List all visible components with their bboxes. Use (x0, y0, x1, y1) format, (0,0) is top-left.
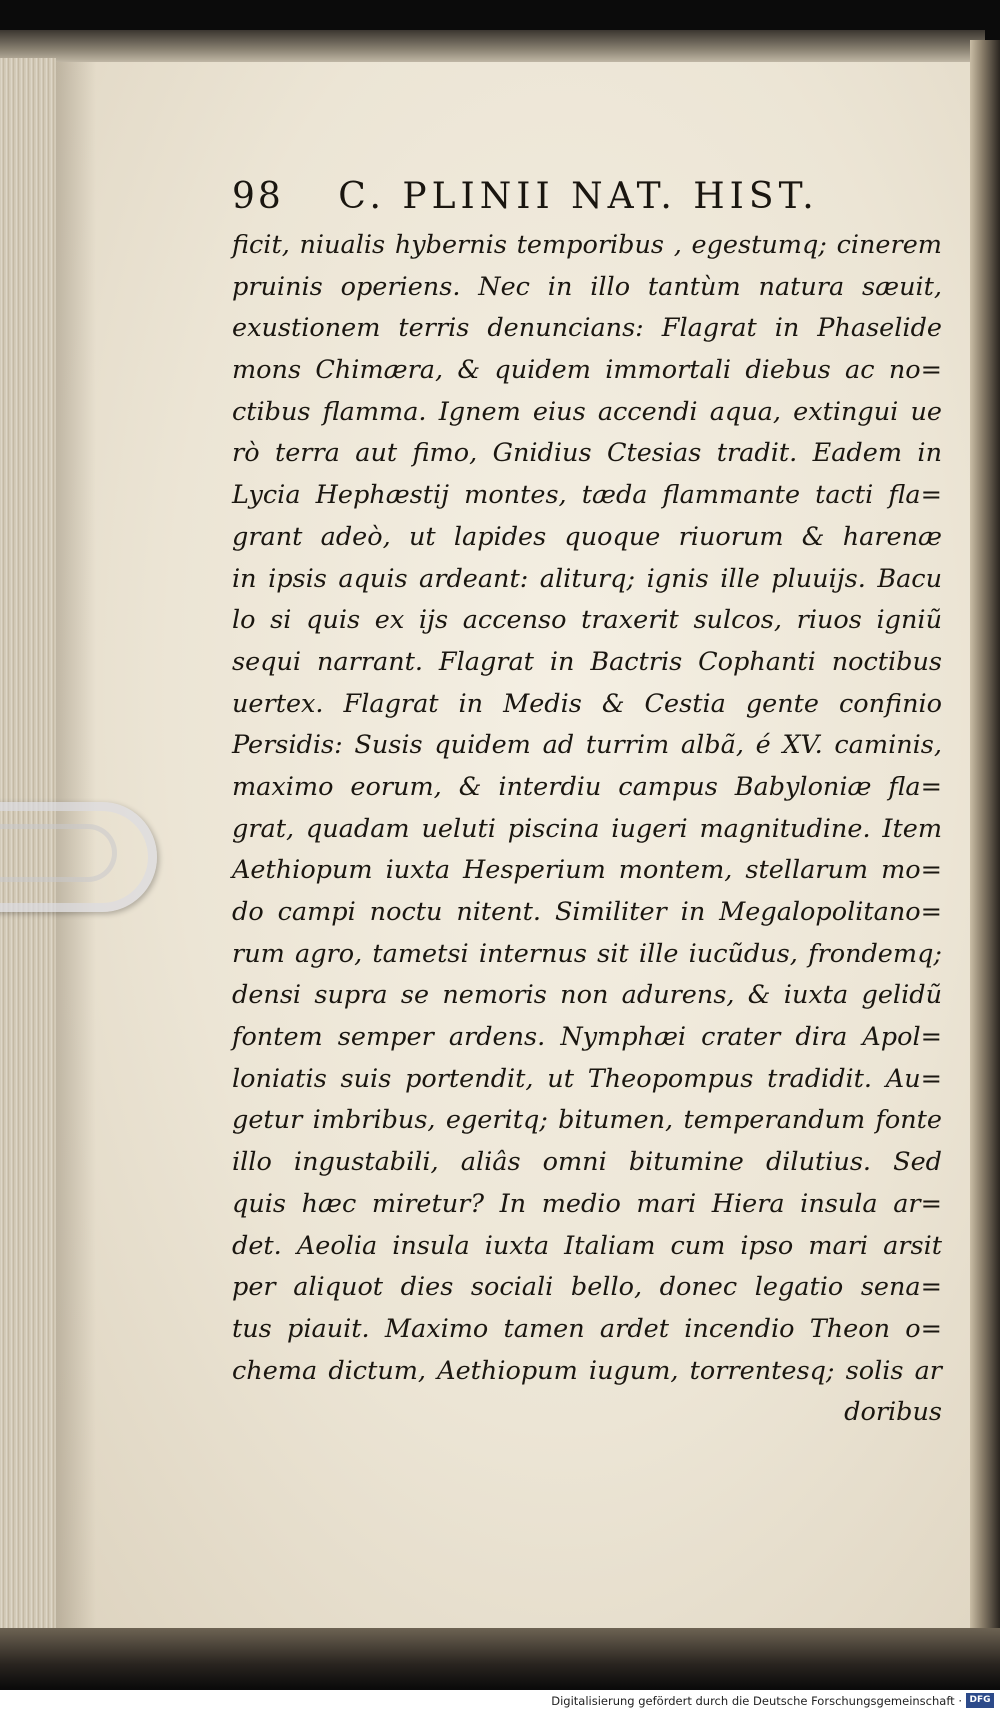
text-line: Aethiopum iuxta Hesperium montem, stellarum mo= (232, 855, 942, 886)
text-line: mons Chimæra, & quidem immortali diebus ac no= (232, 355, 942, 386)
text-line: pruinis operiens. Nec in illo tantùm natura sæuit, (232, 271, 942, 302)
text-line: ctibus flamma. Ignem eius accendi aqua, extingui ue (232, 396, 942, 427)
text-line: loniatis suis portendit, ut Theopompus tradidit. Au= (232, 1063, 942, 1094)
text-line: fontem semper ardens. Nymphæi crater dira Apol= (232, 1022, 942, 1053)
text-line: rum agro, tametsi internus sit ille iucũdus, frondemq; (232, 938, 942, 969)
text-line: det. Aeolia insula iuxta Italiam cum ipso mari arsit (232, 1230, 942, 1261)
page-bottom-edge (0, 1628, 1000, 1688)
page-header (232, 176, 942, 217)
text-line: in ipsis aquis ardeant: aliturq; ignis ille pluuijs. Bacu (232, 563, 942, 594)
text-line: grat, quadam ueluti piscina iugeri magnitudine. Item (232, 813, 942, 844)
text-line: sequi narrant. Flagrat in Bactris Cophanti noctibus (232, 646, 942, 677)
text-line: tus piauit. Maximo tamen ardet incendio Theon o= (232, 1313, 942, 1344)
text-block (232, 176, 942, 1434)
text-line: per aliquot dies sociali bello, donec legatio sena= (232, 1272, 942, 1303)
dfg-logo: DFG (966, 1693, 994, 1708)
text-line: lo si quis ex ijs accenso traxerit sulcos, riuos igniũ (232, 605, 942, 636)
text-line: uertex. Flagrat in Medis & Cestia gente confinio (232, 688, 942, 719)
text-line: densi supra se nemoris non adurens, & iuxta gelidũ (232, 980, 942, 1011)
text-line: maximo eorum, & interdiu campus Babyloniæ fla= (232, 771, 942, 802)
text-line: exustionem terris denuncians: Flagrat in Phaselide (232, 313, 942, 344)
running-title: C. PLINII NAT. HIST. (338, 176, 819, 217)
page-top-edge (0, 30, 985, 64)
catchword: doribus (844, 1397, 942, 1428)
text-line: ficit, niualis hybernis temporibus , egestumq; cinerem (232, 230, 942, 260)
text-line: Persidis: Susis quidem ad turrim albã, é XV. caminis, (232, 730, 942, 761)
text-line: getur imbribus, egeritq; bitumen, temperandum fonte (232, 1105, 942, 1136)
page-number: 98 (232, 176, 284, 217)
footer-credit: Digitalisierung gefördert durch die Deutsche Forschungsgemeinschaft · (551, 1694, 962, 1708)
text-line: quis hæc miretur? In medio mari Hiera insula ar= (232, 1188, 942, 1219)
text-line: Lycia Hephæstij montes, tæda flammante tacti fla= (232, 480, 942, 511)
text-line: chema dictum, Aethiopum iugum, torrentesq; solis ar (232, 1355, 942, 1386)
page-right-edge (970, 40, 1000, 1640)
page-clip-inner (0, 824, 117, 882)
body-text (232, 225, 942, 1392)
text-line: rò terra aut fimo, Gnidius Ctesias tradit. Eadem in (232, 438, 942, 469)
digitization-footer (0, 1690, 1000, 1712)
text-line: illo ingustabili, aliâs omni bitumine dilutius. Sed (232, 1147, 942, 1178)
text-line: grant adeò, ut lapides quoque riuorum & harenæ (232, 521, 942, 552)
text-line: do campi noctu nitent. Similiter in Megalopolitano= (232, 897, 942, 927)
